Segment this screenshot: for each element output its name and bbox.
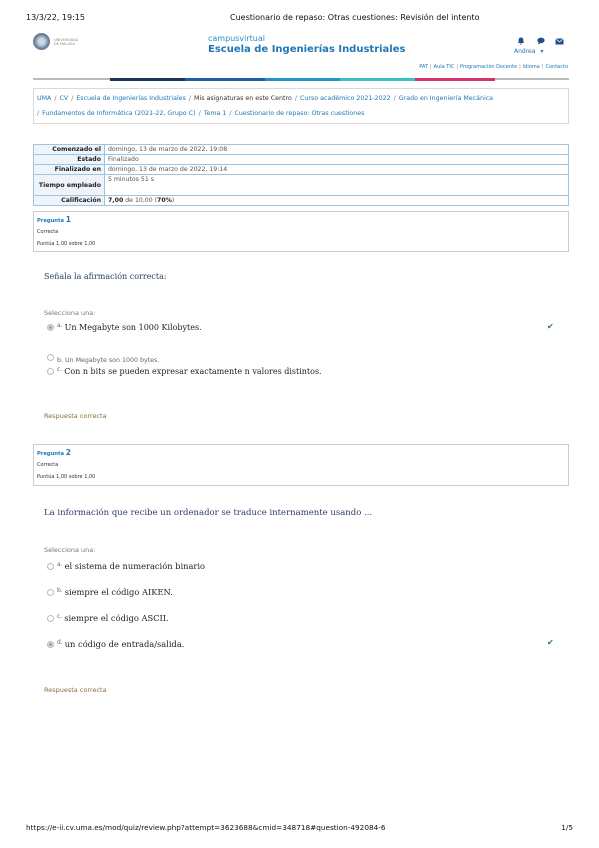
- breadcrumb-cv[interactable]: CV: [59, 95, 69, 102]
- radio[interactable]: [47, 563, 54, 570]
- q2-option-d[interactable]: $^{d.}$ un código de entrada/salida.: [47, 639, 184, 649]
- user-name: Andrea: [514, 48, 536, 55]
- breadcrumb: [33, 88, 569, 124]
- attempt-summary-table: [33, 144, 569, 206]
- link-aula-tic[interactable]: Aula TIC: [433, 64, 455, 70]
- summary-key: Calificación: [34, 196, 105, 206]
- radio-selected[interactable]: [47, 641, 54, 648]
- color-bar-blue: [265, 78, 340, 81]
- link-idioma[interactable]: Idioma: [522, 64, 540, 70]
- question-1-feedback: Respuesta correcta: [44, 412, 107, 420]
- question-2-feedback: Respuesta correcta: [44, 686, 107, 694]
- question-2-info: [33, 444, 569, 486]
- radio[interactable]: [47, 354, 54, 361]
- summary-grade-value: [105, 196, 569, 206]
- color-bar-teal: [340, 78, 415, 81]
- summary-value: Finalizado: [105, 155, 569, 165]
- site-title[interactable]: Escuela de Ingenierías Industriales: [208, 44, 406, 55]
- link-contacto[interactable]: Contacto: [545, 64, 568, 70]
- print-page-number: 1/5: [561, 823, 573, 832]
- radio[interactable]: [47, 589, 54, 596]
- question-2-text: La información que recibe un ordenador se traduce internamente usando ...: [44, 508, 373, 518]
- q2-option-a[interactable]: $^{a.}$ el sistema de numeración binario: [47, 561, 205, 571]
- color-bar-navy: [110, 78, 185, 81]
- summary-value: domingo, 13 de marzo de 2022, 19:14: [105, 165, 569, 175]
- print-url: https://e-ii.cv.uma.es/mod/quiz/review.php?attempt=3623688&cmid=348718#question-492084-6: [26, 823, 386, 832]
- summary-row: [34, 155, 569, 165]
- radio[interactable]: [47, 615, 54, 622]
- check-icon: ✔: [547, 322, 554, 331]
- summary-row: [34, 196, 569, 206]
- breadcrumb-grado[interactable]: Grado en Ingeniería Mecánica: [398, 95, 494, 102]
- summary-key: Tiempo empleado: [34, 175, 105, 196]
- user-menu[interactable]: [514, 48, 543, 55]
- link-programacion-docente[interactable]: Programación Docente: [460, 64, 518, 70]
- breadcrumb-cuestionario[interactable]: Cuestionario de repaso: Otras cuestiones: [234, 110, 365, 117]
- breadcrumb-curso[interactable]: Curso académico 2021-2022: [299, 95, 391, 102]
- question-2-prompt: Selecciona una:: [44, 546, 96, 554]
- question-1-text: Señala la afirmación correcta:: [44, 272, 167, 281]
- question-grade: Puntúa 1,00 sobre 1,00: [37, 241, 96, 247]
- breadcrumb-tema[interactable]: Tema 1: [203, 110, 227, 117]
- radio-selected[interactable]: [47, 324, 54, 331]
- breadcrumb-asignatura[interactable]: Fundamentos de Informática (2021-22, Grupo C): [42, 110, 196, 117]
- university-seal-icon: [33, 33, 50, 50]
- breadcrumb-uma[interactable]: UMA: [37, 95, 52, 102]
- chevron-down-icon: ▾: [540, 48, 544, 55]
- top-links: PAT | Aula TIC | Programación Docente | Idioma | Contacto: [419, 64, 568, 70]
- question-number: Pregunta 1: [37, 215, 71, 224]
- q1-option-b[interactable]: b. Un Megabyte son 1000 bytes.: [47, 347, 159, 366]
- logo-text-line2: DE MÁLAGA: [54, 42, 75, 46]
- summary-key: Comenzado el: [34, 145, 105, 155]
- grade-close: ): [171, 197, 175, 204]
- summary-row: [34, 175, 569, 196]
- chat-icon[interactable]: [537, 37, 545, 45]
- q1-option-c[interactable]: $^{c.}$ Con n bits se pueden expresar exactamente n valores distintos.: [47, 366, 322, 376]
- summary-row: [34, 145, 569, 155]
- grade-percent: 70%: [157, 197, 172, 204]
- breadcrumb-escuela[interactable]: Escuela de Ingenierías Industriales: [76, 95, 186, 102]
- grade-score: 7,00: [108, 197, 124, 204]
- breadcrumb-line-2: / Fundamentos de Informática (2021-22, Grupo C) / Tema 1 / Cuestionario de repaso: Otras cuestiones: [37, 110, 365, 117]
- color-bar-pink: [415, 78, 495, 81]
- university-logo[interactable]: [33, 33, 87, 51]
- print-title: Cuestionario de repaso: Otras cuestiones: Revisión del intento: [230, 13, 480, 22]
- question-1-prompt: Selecciona una:: [44, 309, 96, 317]
- print-date: 13/3/22, 19:15: [26, 13, 85, 22]
- question-1-info: [33, 211, 569, 252]
- q2-option-b[interactable]: $^{b.}$ siempre el código AIKEN.: [47, 587, 173, 597]
- question-grade: Puntúa 1,00 sobre 1,00: [37, 474, 96, 480]
- summary-row: [34, 165, 569, 175]
- question-state: Correcta: [37, 229, 59, 235]
- question-state: Correcta: [37, 462, 59, 468]
- grade-of: de 10,00 (: [123, 197, 158, 204]
- question-number: Pregunta 2: [37, 448, 71, 457]
- summary-key: Finalizado en: [34, 165, 105, 175]
- bell-icon[interactable]: [517, 37, 525, 45]
- breadcrumb-line-1: UMA / CV / Escuela de Ingenierías Industriales / Mis asignaturas en este Centro / Curso académico 2021-2022 / Grado en Ingeniería Mecánica: [37, 95, 494, 102]
- q1-option-a[interactable]: $^{a.}$ Un Megabyte son 1000 Kilobytes.: [47, 322, 202, 332]
- summary-value: domingo, 13 de marzo de 2022, 19:08: [105, 145, 569, 155]
- site-subtitle[interactable]: campusvirtual: [208, 34, 265, 43]
- radio[interactable]: [47, 368, 54, 375]
- q2-option-c[interactable]: $^{c.}$ siempre el código ASCII.: [47, 613, 169, 623]
- logo-text-line1: UNIVERSIDAD: [54, 38, 79, 42]
- check-icon: ✔: [547, 638, 554, 647]
- summary-value: 5 minutos 51 s: [105, 175, 569, 196]
- mail-icon[interactable]: [555, 37, 563, 45]
- link-pat[interactable]: PAT: [419, 64, 428, 70]
- breadcrumb-mis-asignaturas: Mis asignaturas en este Centro: [194, 95, 292, 102]
- summary-key: Estado: [34, 155, 105, 165]
- color-bar-dark-blue: [185, 78, 265, 81]
